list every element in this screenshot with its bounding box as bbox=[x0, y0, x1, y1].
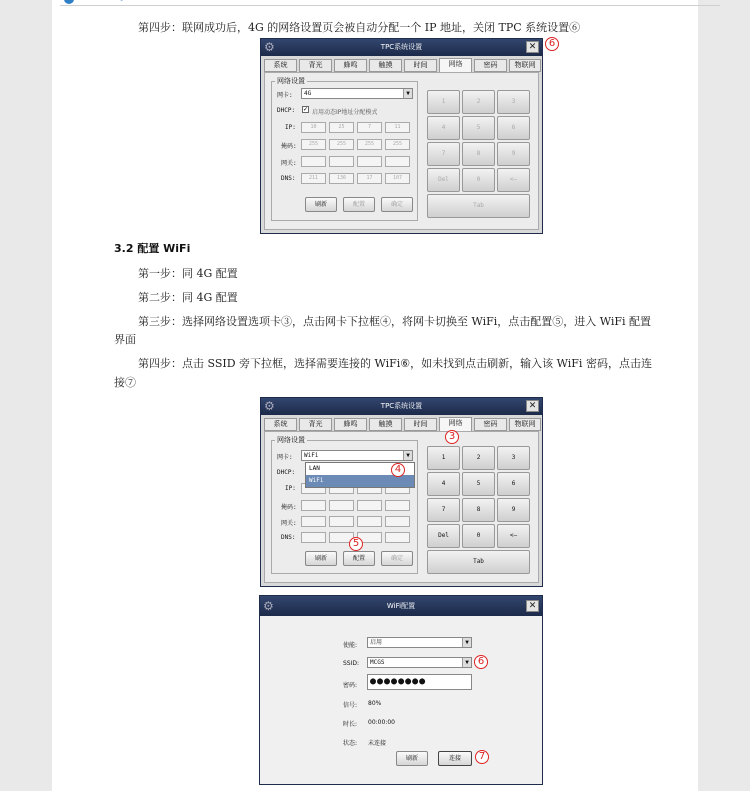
mask-field-1[interactable] bbox=[301, 500, 326, 511]
close-button[interactable]: ✕ bbox=[526, 600, 539, 612]
step4-text-line2: 接⑦ bbox=[114, 376, 136, 389]
key-5[interactable]: 5 bbox=[462, 116, 495, 140]
dns-label: DNS: bbox=[281, 175, 296, 182]
section-heading: 3.2 配置 WiFi bbox=[114, 242, 191, 255]
key-3[interactable]: 3 bbox=[497, 90, 530, 114]
nic-select[interactable] bbox=[301, 450, 413, 461]
tab-system[interactable]: 系统 bbox=[264, 418, 297, 431]
gateway-field-3[interactable] bbox=[357, 156, 382, 167]
tab-system[interactable]: 系统 bbox=[264, 59, 297, 72]
ok-button[interactable]: 确定 bbox=[381, 551, 413, 566]
ssid-label: SSID: bbox=[343, 660, 360, 667]
close-button[interactable]: ✕ bbox=[526, 41, 539, 53]
tab-backlight[interactable]: 背光 bbox=[299, 418, 332, 431]
tab-touch[interactable]: 触摸 bbox=[369, 418, 402, 431]
tab-buzzer[interactable]: 蜂鸣 bbox=[334, 59, 367, 72]
mask-field-2[interactable] bbox=[329, 500, 354, 511]
company-logo bbox=[64, 0, 124, 4]
key-1[interactable]: 1 bbox=[427, 90, 460, 114]
key-del[interactable]: Del bbox=[427, 524, 460, 548]
key-7[interactable]: 7 bbox=[427, 142, 460, 166]
chevron-down-icon[interactable]: ▼ bbox=[403, 451, 412, 460]
tpc-settings-dialog-4g bbox=[260, 38, 543, 234]
key-0[interactable]: 0 bbox=[462, 168, 495, 192]
step1-text: 第一步：同 4G 配置 bbox=[138, 267, 238, 280]
dropdown-option-lan[interactable]: LAN bbox=[309, 465, 320, 472]
page-header-rule bbox=[60, 0, 720, 6]
config-button[interactable]: 配置 bbox=[343, 551, 375, 566]
tab-password[interactable]: 密码 bbox=[474, 418, 507, 431]
nic-label: 网卡: bbox=[277, 454, 293, 461]
config-button[interactable]: 配置 bbox=[343, 197, 375, 212]
key-2[interactable]: 2 bbox=[462, 446, 495, 470]
tab-iot[interactable]: 物联网 bbox=[509, 418, 541, 431]
callout-marker-6-wifi: 6 bbox=[474, 655, 488, 669]
gear-icon: ⚙ bbox=[264, 399, 275, 413]
callout-marker-5: 5 bbox=[349, 537, 363, 551]
tab-time[interactable]: 时间 bbox=[404, 418, 437, 431]
ip-field-3[interactable]: 7 bbox=[357, 122, 382, 133]
key-tab[interactable]: Tab bbox=[427, 194, 530, 218]
chevron-down-icon[interactable]: ▼ bbox=[462, 638, 471, 647]
gear-icon: ⚙ bbox=[263, 599, 274, 613]
status-label: 状态: bbox=[343, 740, 358, 747]
dhcp-checkbox[interactable]: ✓ bbox=[303, 106, 309, 113]
dropdown-option-wifi[interactable]: WiFi bbox=[306, 475, 414, 487]
close-button[interactable]: ✕ bbox=[526, 400, 539, 412]
ip-field-4[interactable]: 11 bbox=[385, 122, 410, 133]
key-9[interactable]: 9 bbox=[497, 142, 530, 166]
dns-field-1[interactable] bbox=[301, 532, 326, 543]
tab-bar bbox=[264, 59, 539, 72]
wifi-refresh-button[interactable]: 刷新 bbox=[396, 751, 428, 766]
tab-touch[interactable]: 触摸 bbox=[369, 59, 402, 72]
key-backspace[interactable]: <— bbox=[497, 524, 530, 548]
nic-label: 网卡: bbox=[277, 92, 293, 99]
mask-field-4[interactable]: 255 bbox=[385, 139, 410, 150]
callout-marker-6: 6 bbox=[545, 37, 559, 51]
key-6[interactable]: 6 bbox=[497, 116, 530, 140]
nic-select-value: 4G bbox=[304, 90, 312, 97]
step4-text-line1: 第四步：点击 SSID 旁下拉框，选择需要连接的 WiFi⑥，如未找到点击刷新，输入该 WiFi 密码，点击连 bbox=[138, 357, 652, 370]
gateway-label: 网关: bbox=[281, 160, 297, 167]
dhcp-text: 启用动态IP地址分配模式 bbox=[312, 109, 378, 116]
password-label: 密码: bbox=[343, 682, 358, 689]
dhcp-label: DHCP: bbox=[277, 469, 296, 476]
key-0[interactable]: 0 bbox=[462, 524, 495, 548]
key-1[interactable]: 1 bbox=[427, 446, 460, 470]
dialog-title: WiFi配置 bbox=[386, 602, 416, 610]
gateway-field-1[interactable] bbox=[301, 156, 326, 167]
tpc-settings-dialog-wifi bbox=[260, 397, 543, 587]
gateway-field-1[interactable] bbox=[301, 516, 326, 527]
network-settings-legend: 网络设置 bbox=[277, 436, 305, 444]
enable-select[interactable] bbox=[367, 637, 472, 648]
enable-select-value: 启用 bbox=[370, 639, 383, 646]
dns-field-4[interactable] bbox=[385, 532, 410, 543]
dhcp-label: DHCP: bbox=[277, 107, 296, 114]
ssid-select[interactable] bbox=[367, 657, 472, 668]
key-6[interactable]: 6 bbox=[497, 472, 530, 496]
chevron-down-icon[interactable]: ▼ bbox=[403, 89, 412, 98]
chevron-down-icon[interactable]: ▼ bbox=[462, 658, 471, 667]
ip-label: IP: bbox=[285, 485, 296, 492]
ok-button[interactable]: 确定 bbox=[381, 197, 413, 212]
network-panel bbox=[264, 431, 539, 583]
signal-label: 信号: bbox=[343, 702, 358, 709]
refresh-button[interactable]: 刷新 bbox=[305, 551, 337, 566]
logo-mark-icon bbox=[64, 0, 74, 4]
ssid-select-value: MCGS bbox=[370, 659, 385, 666]
mask-field-4[interactable] bbox=[385, 500, 410, 511]
connect-button[interactable]: 连接 bbox=[438, 751, 472, 766]
key-5[interactable]: 5 bbox=[462, 472, 495, 496]
signal-value: 80% bbox=[368, 700, 382, 707]
tab-password[interactable]: 密码 bbox=[474, 59, 507, 72]
tab-buzzer[interactable]: 蜂鸣 bbox=[334, 418, 367, 431]
step3-text-line2: 界面 bbox=[114, 333, 136, 346]
logo-text bbox=[76, 0, 124, 1]
key-7[interactable]: 7 bbox=[427, 498, 460, 522]
duration-value: 00:00:00 bbox=[368, 719, 395, 726]
key-backspace[interactable]: <— bbox=[497, 168, 530, 192]
duration-label: 时长: bbox=[343, 721, 358, 728]
enable-label: 使能: bbox=[343, 642, 358, 649]
key-8[interactable]: 8 bbox=[462, 142, 495, 166]
network-panel bbox=[264, 72, 539, 230]
key-9[interactable]: 9 bbox=[497, 498, 530, 522]
gateway-field-4[interactable] bbox=[385, 516, 410, 527]
gear-icon: ⚙ bbox=[264, 40, 275, 54]
gateway-label: 网关: bbox=[281, 520, 297, 527]
mask-label: 掩码: bbox=[281, 504, 297, 511]
step2-text: 第二步：同 4G 配置 bbox=[138, 291, 238, 304]
dns-field-3[interactable]: 17 bbox=[357, 173, 382, 184]
tab-network[interactable]: 网络 bbox=[439, 58, 472, 73]
mask-label: 掩码: bbox=[281, 143, 297, 150]
key-4[interactable]: 4 bbox=[427, 472, 460, 496]
dns-field-1[interactable]: 211 bbox=[301, 173, 326, 184]
nic-select-value: WiFi bbox=[304, 452, 319, 459]
callout-marker-4: 4 bbox=[391, 463, 405, 477]
callout-marker-3: 3 bbox=[445, 430, 459, 444]
key-4[interactable]: 4 bbox=[427, 116, 460, 140]
gateway-field-2[interactable] bbox=[329, 516, 354, 527]
ip-field-1[interactable]: 10 bbox=[301, 122, 326, 133]
password-input[interactable]: ●●●●●●●● bbox=[367, 674, 472, 690]
tab-time[interactable]: 时间 bbox=[404, 59, 437, 72]
tab-network[interactable]: 网络 bbox=[439, 417, 472, 432]
mask-field-1[interactable]: 255 bbox=[301, 139, 326, 150]
dns-field-4[interactable]: 107 bbox=[385, 173, 410, 184]
key-8[interactable]: 8 bbox=[462, 498, 495, 522]
dns-label: DNS: bbox=[281, 534, 296, 541]
key-tab[interactable]: Tab bbox=[427, 550, 530, 574]
dialog-title: TPC系统设置 bbox=[380, 402, 423, 410]
gateway-field-4[interactable] bbox=[385, 156, 410, 167]
mask-field-3[interactable]: 255 bbox=[357, 139, 382, 150]
refresh-button[interactable]: 刷新 bbox=[305, 197, 337, 212]
mask-field-2[interactable]: 255 bbox=[329, 139, 354, 150]
wifi-config-dialog bbox=[259, 595, 543, 785]
step4-top-text: 第四步：联网成功后，4G 的网络设置页会被自动分配一个 IP 地址，关闭 TPC 系统设置⑥ bbox=[138, 21, 581, 34]
tab-backlight[interactable]: 背光 bbox=[299, 59, 332, 72]
key-2[interactable]: 2 bbox=[462, 90, 495, 114]
gateway-field-3[interactable] bbox=[357, 516, 382, 527]
key-3[interactable]: 3 bbox=[497, 446, 530, 470]
key-del[interactable]: Del bbox=[427, 168, 460, 192]
callout-marker-7: 7 bbox=[475, 750, 489, 764]
ip-field-2[interactable]: 25 bbox=[329, 122, 354, 133]
dns-field-2[interactable]: 136 bbox=[329, 173, 354, 184]
gateway-field-2[interactable] bbox=[329, 156, 354, 167]
tab-iot[interactable]: 物联网 bbox=[509, 59, 541, 72]
ip-label: IP: bbox=[285, 124, 296, 131]
dialog-title: TPC系统设置 bbox=[380, 43, 423, 51]
mask-field-3[interactable] bbox=[357, 500, 382, 511]
tab-bar bbox=[264, 418, 539, 431]
status-value: 未连接 bbox=[368, 740, 387, 747]
nic-select[interactable] bbox=[301, 88, 413, 99]
network-settings-legend: 网络设置 bbox=[277, 77, 305, 85]
step3-text-line1: 第三步：选择网络设置选项卡③，点击网卡下拉框④，将网卡切换至 WiFi，点击配置⑤，进入 WiFi 配置 bbox=[138, 315, 652, 328]
